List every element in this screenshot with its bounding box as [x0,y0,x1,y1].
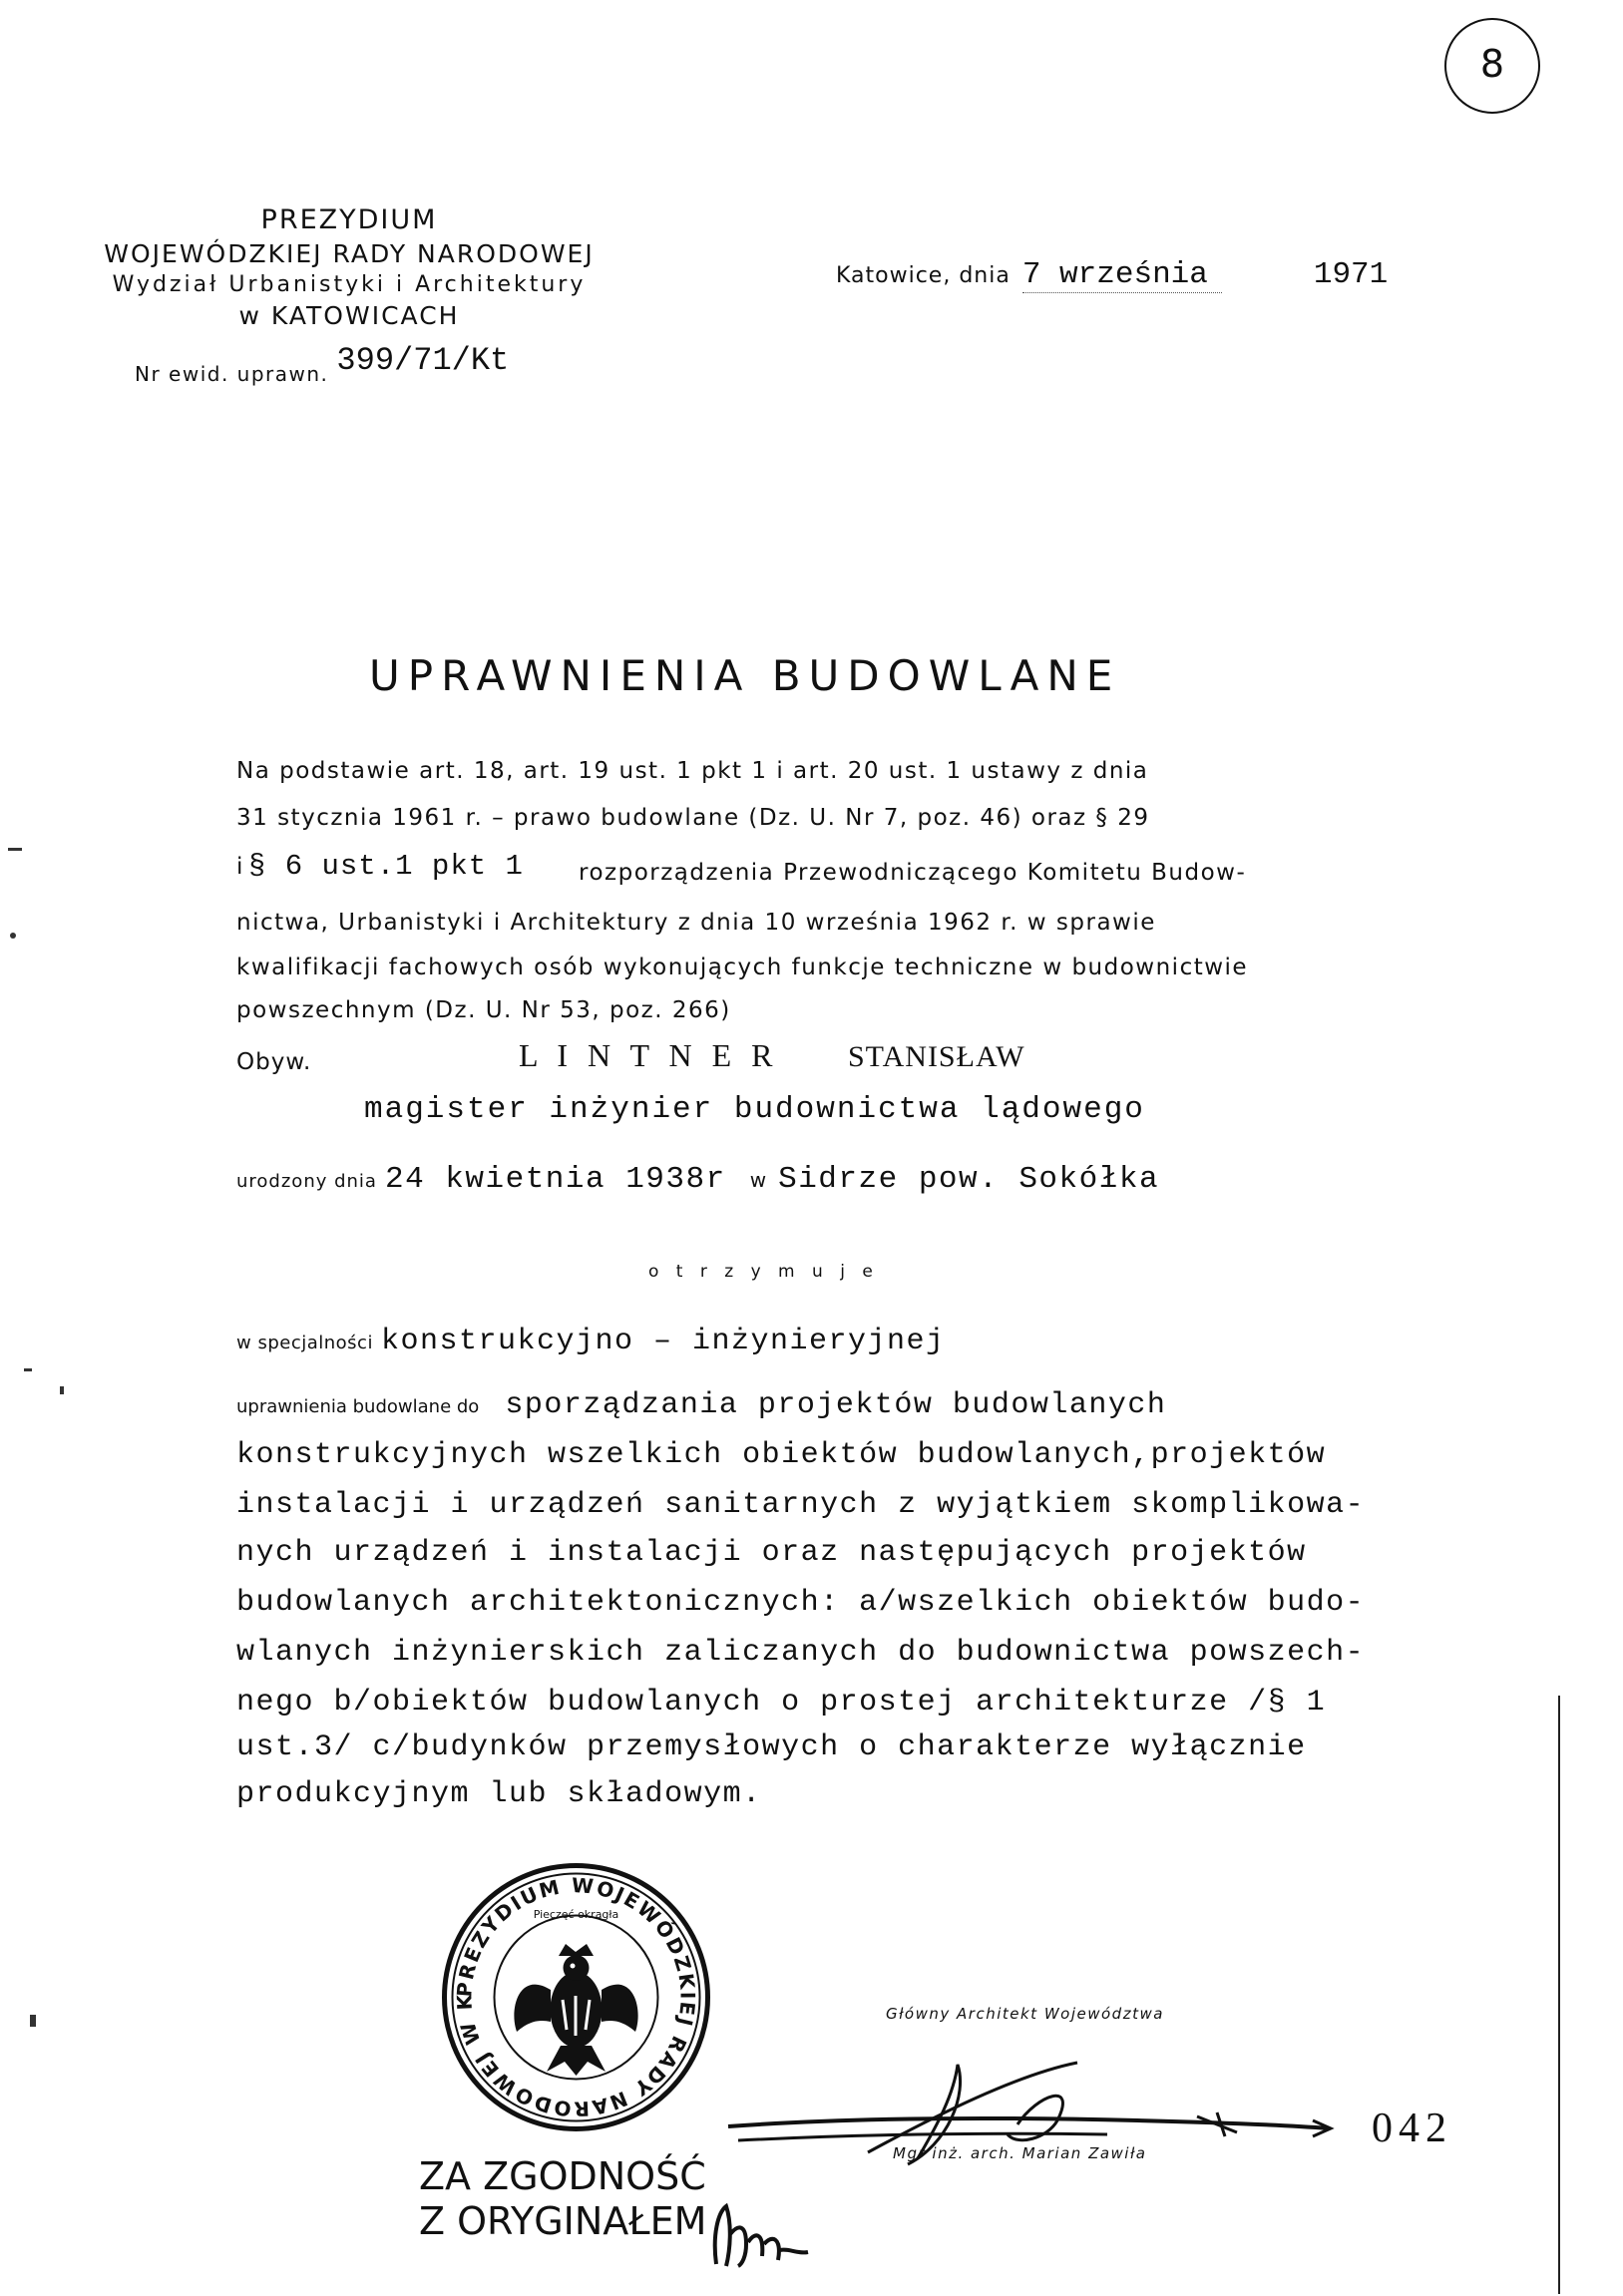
place-date [836,257,1388,293]
scope-label: uprawnienia budowlane do [236,1396,480,1417]
official-seal [439,1860,713,2134]
signatory-name: Mgr inż. arch. Marian Zawiła [893,2144,1147,2162]
seal-ring-text: PREZYDIUM WOJEWÓDZKIEJ RADY NARODOWEJ W K [452,1872,700,2121]
certification-line-1: ZA ZGODNOŚĆ [419,2154,706,2198]
legal-basis-line-3: rozporządzenia Przewodniczącego Komitetu Budow- [579,860,1247,886]
speciality-value: konstrukcyjno – inżynieryjnej [380,1325,946,1358]
legal-basis-line-1: Na podstawie art. 18, art. 19 ust. 1 pkt 1 i art. 20 ust. 1 ustawy z dnia [236,758,1149,784]
scope-line-7: ust.3/ c/budynków przemysłowych o charakterze wyłącznie [236,1730,1307,1764]
authority-line-4: w KATOWICACH [238,301,460,330]
birth-label: urodzony dnia [236,1171,377,1192]
scope-line-8: produkcyjnym lub składowym. [236,1777,762,1811]
birth-place: Sidrze pow. Sokółka [778,1162,1160,1197]
citizen-surname: L I N T N E R [519,1037,779,1073]
legal-basis-line-6: powszechnym (Dz. U. Nr 53, poz. 266) [236,997,731,1023]
scan-mark [8,848,22,851]
page-number: 8 [1479,42,1505,86]
certification-line-2: Z ORYGINAŁEM [419,2199,707,2243]
document-number: 042 [1372,2105,1452,2151]
scope-line-2: instalacji i urządzeń sanitarnych z wyjątkiem skomplikowa- [236,1488,1366,1522]
handwritten-signature [718,2055,1337,2184]
scan-mark [30,2015,36,2027]
signature-role: Główny Architekt Województwa [886,2005,1164,2023]
citizen-first-name: STANISŁAW [848,1040,1025,1073]
scan-mark [10,933,16,939]
legal-basis-line-4: nictwa, Urbanistyki i Architektury z dnia 10 września 1962 r. w sprawie [236,910,1156,936]
place-date-year: 1971 [1313,257,1389,292]
legal-basis-insert: § 6 ust.1 pkt 1 [247,850,524,883]
birth-line [236,1162,1159,1197]
certification-initials [708,2194,818,2274]
birth-date: 24 kwietnia 1938r [384,1162,726,1197]
registration-number: 399/71/Kt [336,342,510,379]
authority-header [70,204,628,330]
citizen-label: Obyw. [236,1049,312,1075]
speciality-line [236,1325,946,1358]
citizen-title: magister inżynier budownictwa lądowego [364,1092,1145,1127]
registration [135,342,510,391]
scope-line-6: nego b/obiektów budowlanych o prostej architekturze /§ 1 [236,1686,1327,1720]
scope-line-3: nych urządzeń i instalacji oraz następujących projektów [236,1536,1307,1570]
legal-basis-line-5: kwalifikacji fachowych osób wykonujących funkcje techniczne w budownictwie [236,955,1249,980]
legal-basis-line-3-prefix [236,850,524,883]
scan-mark [60,1386,64,1394]
scope-line-5: wlanych inżynierskich zaliczanych do budownictwa powszech- [236,1636,1366,1670]
authority-line-3: Wydział Urbanistyki i Architektury [112,272,587,297]
authority-line-1: PREZYDIUM [260,204,438,235]
seal-graphic [439,1860,713,2134]
authority-line-2: WOJEWÓDZKIEJ RADY NARODOWEJ [104,239,595,268]
registration-label: Nr ewid. uprawn. [135,362,329,386]
document-title: UPRAWNIENIA BUDOWLANE [369,651,1121,700]
scope-first-line [236,1388,1166,1422]
legal-basis-insert-prefix: i [236,854,244,880]
place-date-label: Katowice, dnia [836,263,1011,288]
page-number-circle [1444,18,1540,114]
place-date-day-month: 7 września [1022,257,1222,293]
speciality-label: w specjalności [236,1333,373,1353]
scan-mark [24,1368,32,1371]
seal-inner-text: Pieczęć okrągła [533,1908,619,1921]
scope-first-text: sporządzania projektów budowlanych [505,1388,1167,1422]
scope-line-1: konstrukcyjnych wszelkich obiektów budowlanych,projektów [236,1438,1327,1472]
legal-basis-line-2: 31 stycznia 1961 r. – prawo budowlane (Dz. U. Nr 7, poz. 46) oraz § 29 [236,805,1150,831]
receives-label: o t r z y m u j e [648,1262,879,1282]
scope-line-4: budowlanych architektonicznych: a/wszelkich obiektów budo- [236,1586,1366,1620]
birth-place-prefix: w [749,1168,767,1192]
margin-rule [1558,1696,1560,2294]
